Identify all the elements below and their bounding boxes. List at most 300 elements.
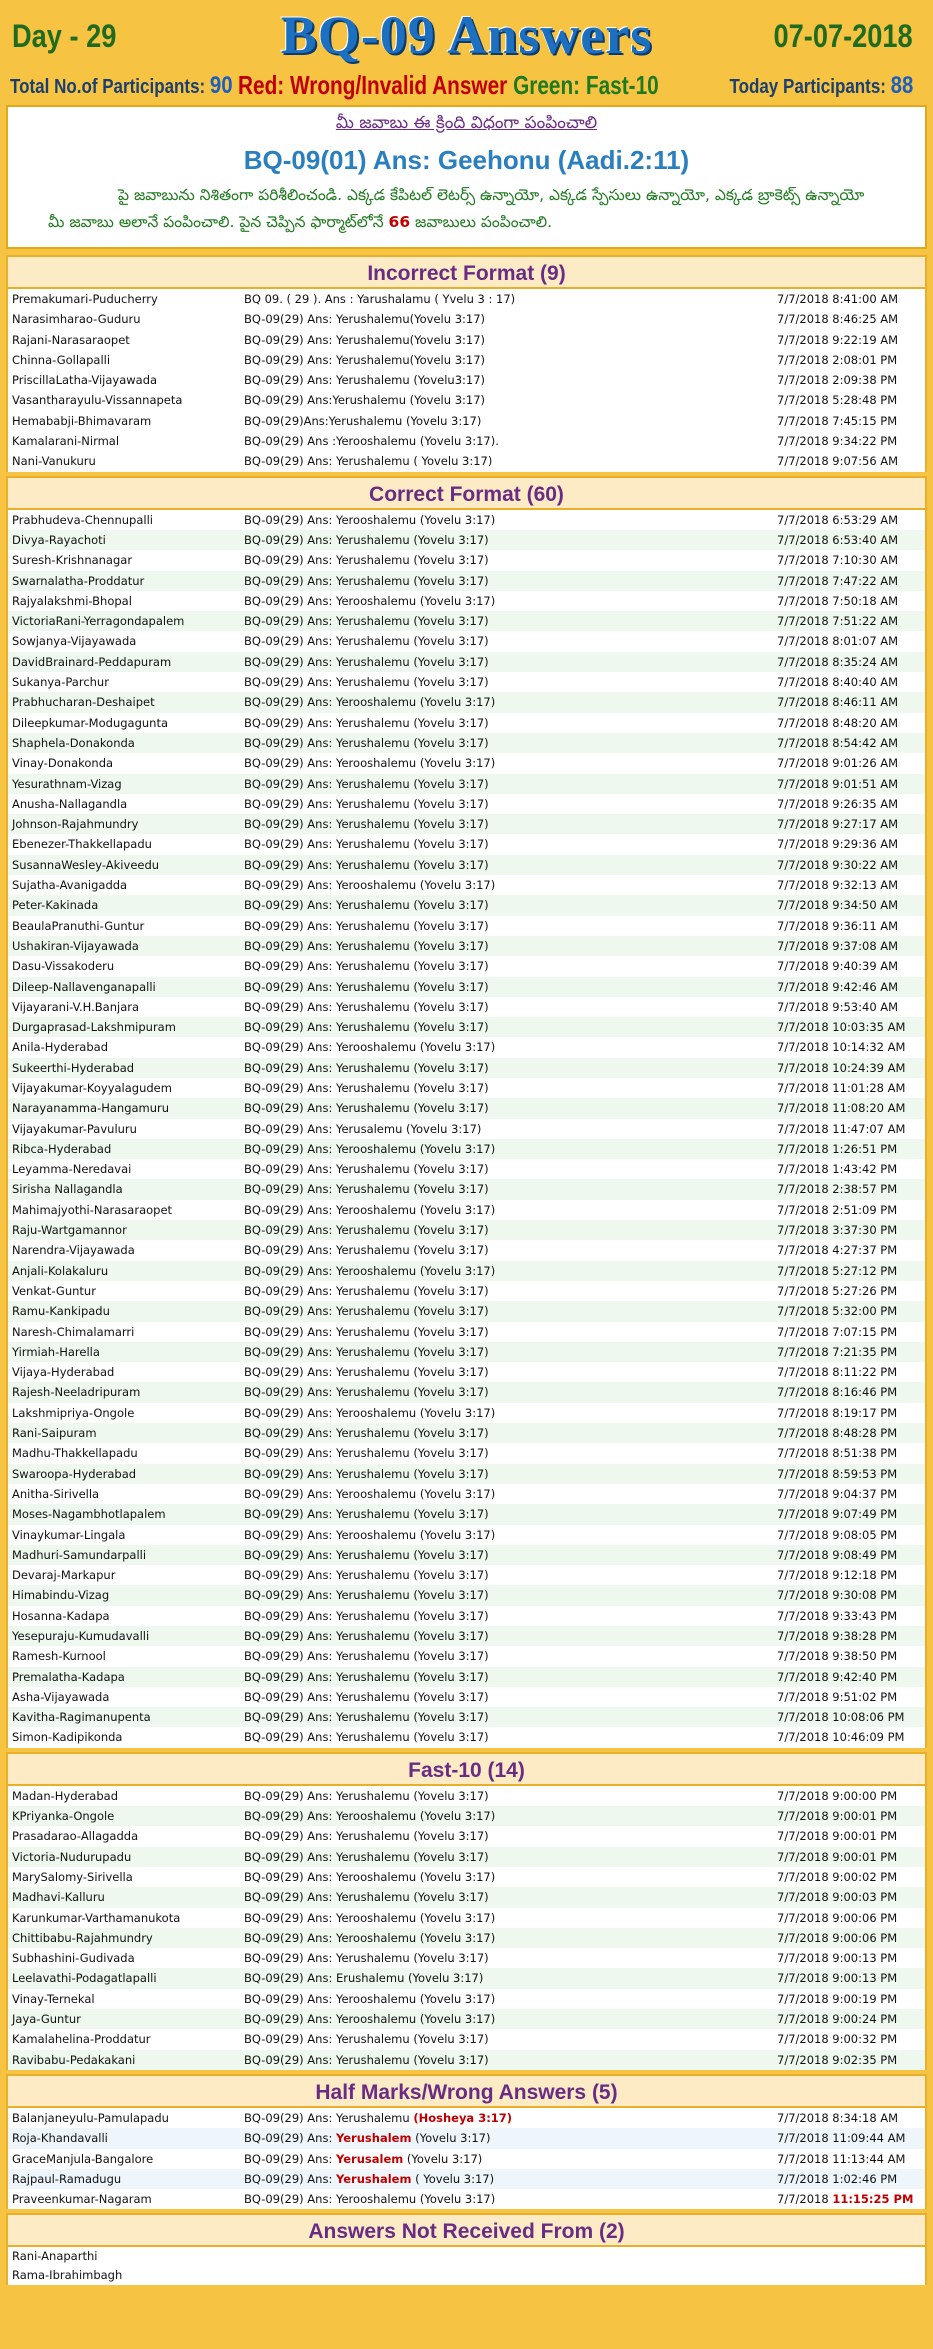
section-title-incorrect: Incorrect Format (9) [6, 255, 927, 289]
participant-name: Kamalarani-Nirmal [12, 434, 120, 449]
submission-time: 7/7/2018 7:21:35 PM [777, 1344, 898, 1359]
participant-name: Madhavi-Kalluru [12, 1890, 105, 1905]
participant-answer: BQ-09(29) Ans: Yerushalemu (Yovelu 3:17) [244, 1020, 489, 1035]
submission-time: 7/7/2018 9:53:40 AM [777, 999, 899, 1014]
submission-time: 7/7/2018 2:08:01 PM [777, 352, 898, 367]
time-text: 7/7/2018 11:09:44 AM [777, 2131, 906, 2146]
answer-wrong-part: Yerushalem [335, 2171, 412, 2186]
participant-name: Sirisha Nallagandla [12, 1182, 123, 1197]
table-row [8, 977, 925, 997]
participant-name: Premalatha-Kadapa [12, 1669, 125, 1684]
table-row [8, 451, 925, 471]
participant-name: Madhuri-Samundarpalli [12, 1547, 147, 1562]
submission-time: 7/7/2018 8:48:20 AM [777, 715, 899, 730]
table-row [8, 1058, 925, 1078]
submission-time: 7/7/2018 9:40:39 AM [777, 959, 899, 974]
submission-time: 7/7/2018 9:00:06 PM [777, 1930, 898, 1945]
submission-time: 7/7/2018 9:22:19 AM [777, 332, 899, 347]
table-row [8, 1403, 925, 1423]
table-row [8, 692, 925, 712]
participant-name: Simon-Kadipikonda [12, 1730, 123, 1745]
table-row [8, 2247, 925, 2266]
participant-name: Narasimharao-Guduru [12, 312, 141, 327]
participant-answer [244, 2149, 482, 2169]
table-row [8, 1159, 925, 1179]
submission-time: 7/7/2018 7:51:22 AM [777, 614, 899, 629]
answer-text: BQ-09(29) Ans: [244, 2151, 336, 2166]
participant-answer: BQ-09(29) Ans: Yerooshalemu (Yovelu 3:17) [244, 878, 496, 893]
answer-wrong-part: (Hosheya 3:17) [413, 2110, 513, 2125]
participant-name: Prasadarao-Allagadda [12, 1829, 139, 1844]
participant-answer: BQ-09(29) Ans: Yerushalemu (Yovelu 3:17) [244, 1547, 489, 1562]
instruction-text: మీ జవాబు ఈ క్రింది విధంగా పంపించాలి [335, 113, 598, 133]
participant-name: Divya-Rayachoti [12, 532, 106, 547]
participant-answer: BQ-09(29) Ans: Yerushalemu (Yovelu 3:17) [244, 573, 489, 588]
table-row [8, 2189, 925, 2209]
submission-time [777, 2108, 898, 2128]
submission-time: 7/7/2018 9:29:36 AM [777, 837, 899, 852]
submission-time: 7/7/2018 9:04:37 PM [777, 1486, 898, 1501]
participant-name: Narendra-Vijayawada [12, 1243, 135, 1258]
participant-name: SusannaWesley-Akiveedu [12, 857, 160, 872]
section-title-half: Half Marks/Wrong Answers (5) [6, 2074, 927, 2108]
table-row [8, 350, 925, 370]
participant-answer: BQ-09(29) Ans: Yerushalemu (Yovelu 3:17) [244, 1689, 489, 1704]
participant-name: Kavitha-Ragimanupenta [12, 1710, 151, 1725]
participant-answer: BQ-09(29) Ans: Yerushalemu (Yovelu 3:17) [244, 857, 489, 872]
submission-time: 7/7/2018 8:46:11 AM [777, 695, 899, 710]
table-row [8, 1342, 925, 1362]
table-row [8, 330, 925, 350]
participant-answer: BQ-09(29) Ans: Yerushalemu (Yovelu 3:17) [244, 715, 489, 730]
participant-answer: BQ-09(29) Ans: Yerushalemu (Yovelu 3:17) [244, 898, 489, 913]
table-row [8, 794, 925, 814]
participant-name: Subhashini-Gudivada [12, 1951, 135, 1966]
participant-answer: BQ-09(29) Ans: Yerushalemu (Yovelu 3:17) [244, 735, 489, 750]
legend-red: Red: Wrong/Invalid Answer [238, 70, 508, 100]
section-title-correct: Correct Format (60) [6, 476, 927, 510]
participant-name: Dasu-Vissakoderu [12, 959, 115, 974]
participant-answer: BQ-09(29) Ans: Yerushalemu (Yovelu 3:17) [244, 1080, 489, 1095]
participant-answer: BQ-09(29) Ans: Yerushalemu (Yovelu 3:17) [244, 1243, 489, 1258]
participant-name: Raju-Wartgamannor [12, 1223, 127, 1238]
table-row [8, 1806, 925, 1826]
table-row [8, 1626, 925, 1646]
today-participants [729, 72, 913, 100]
answer-wrong-part: Yerusalem [335, 2151, 404, 2166]
submission-time: 7/7/2018 9:34:22 PM [777, 434, 898, 449]
incorrect-list [6, 289, 927, 472]
table-row [8, 997, 925, 1017]
submission-time: 7/7/2018 6:53:29 AM [777, 512, 899, 527]
submission-time: 7/7/2018 9:12:18 PM [777, 1568, 898, 1583]
submission-time: 7/7/2018 9:42:46 AM [777, 979, 899, 994]
table-row [8, 1078, 925, 1098]
participant-name: Sukeerthi-Hyderabad [12, 1060, 135, 1075]
participant-answer: BQ-09(29) Ans: Yerushalemu (Yovelu 3:17) [244, 675, 489, 690]
participant-answer: BQ-09(29) Ans: Yerushalemu (Yovelu 3:17) [244, 1344, 489, 1359]
participant-answer: BQ-09(29) Ans: Yerooshalemu (Yovelu 3:17) [244, 1527, 496, 1542]
submission-time: 7/7/2018 5:32:00 PM [777, 1304, 898, 1319]
submission-time: 7/7/2018 9:07:49 PM [777, 1507, 898, 1522]
participant-name: Jaya-Guntur [12, 2012, 81, 2027]
submission-time: 7/7/2018 8:19:17 PM [777, 1405, 898, 1420]
participant-answer: BQ-09(29) Ans: Yerushalemu (Yovelu3:17) [244, 373, 486, 388]
submission-time: 7/7/2018 2:38:57 PM [777, 1182, 898, 1197]
participant-name: Narayanamma-Hangamuru [12, 1101, 170, 1116]
participant-name: Ushakiran-Vijayawada [12, 938, 139, 953]
table-row [8, 834, 925, 854]
participant-name: Durgaprasad-Lakshmipuram [12, 1020, 176, 1035]
participant-name: Vinaykumar-Lingala [12, 1527, 126, 1542]
participant-answer: BQ-09(29) Ans: Yerushalemu (Yovelu 3:17) [244, 1162, 489, 1177]
participant-name: GraceManjula-Bangalore [12, 2151, 154, 2166]
participant-name: DavidBrainard-Peddapuram [12, 654, 172, 669]
participant-answer: BQ-09(29) Ans: Yerushalemu (Yovelu 3:17) [244, 1446, 489, 1461]
submission-time: 7/7/2018 5:27:12 PM [777, 1263, 898, 1278]
participant-answer: BQ-09(29) Ans: Yerushalemu (Yovelu 3:17) [244, 1588, 489, 1603]
participant-name: Premakumari-Puducherry [12, 292, 158, 306]
table-row [8, 1200, 925, 1220]
table-row [8, 814, 925, 834]
table-row [8, 1525, 925, 1545]
participant-answer: BQ-09(29) Ans: Yerushalemu (Yovelu 3:17) [244, 1649, 489, 1664]
submission-time: 7/7/2018 7:50:18 AM [777, 593, 899, 608]
participant-name: PriscillaLatha-Vijayawada [12, 373, 158, 388]
submission-time: 7/7/2018 3:37:30 PM [777, 1223, 898, 1238]
submission-time: 7/7/2018 7:10:30 AM [777, 553, 899, 568]
table-row [8, 1707, 925, 1727]
table-row [8, 1948, 925, 1968]
participant-name: Vijaya-Hyderabad [12, 1365, 115, 1380]
participant-answer [244, 2169, 494, 2189]
legend-green: Green: Fast-10 [513, 70, 659, 100]
participant-name: Vinay-Donakonda [12, 756, 114, 771]
submission-time: 7/7/2018 6:53:40 AM [777, 532, 899, 547]
participant-answer: BQ-09(29) Ans: Yerushalemu (Yovelu 3:17) [244, 1060, 489, 1075]
submission-time: 7/7/2018 7:07:15 PM [777, 1324, 898, 1339]
table-row [8, 916, 925, 936]
participant-name: Leelavathi-Podagatlapalli [12, 1971, 157, 1986]
today-participants-label: Today Participants: [729, 76, 891, 98]
participant-answer: BQ-09(29) Ans: Yerooshalemu (Yovelu 3:17) [244, 756, 496, 771]
participant-name: Roja-Khandavalli [12, 2131, 108, 2146]
participant-answer [244, 2108, 512, 2128]
total-participants [10, 72, 233, 100]
table-row [8, 1382, 925, 1402]
participant-name: KPriyanka-Ongole [12, 1809, 115, 1824]
table-row [8, 1301, 925, 1321]
participant-name: Moses-Nagambhotlapalem [12, 1507, 166, 1522]
participant-name: Yesurathnam-Vizag [12, 776, 122, 791]
participant-answer: BQ-09(29) Ans: Yerushalemu (Yovelu 3:17) [244, 1608, 489, 1623]
table-row [8, 2128, 925, 2148]
table-row [8, 1179, 925, 1199]
participant-name: Vasantharayulu-Vissannapeta [12, 393, 183, 408]
submission-time: 7/7/2018 8:51:38 PM [777, 1446, 898, 1461]
section-title-not-received: Answers Not Received From (2) [6, 2213, 927, 2247]
participant-answer: BQ-09(29)Ans:Yerushalemu (Yovelu 3:17) [244, 413, 482, 428]
time-text: 7/7/2018 1:02:46 PM [777, 2171, 898, 2186]
table-row [8, 1017, 925, 1037]
table-row [8, 1786, 925, 1806]
table-row [8, 1362, 925, 1382]
half-marks-list [6, 2108, 927, 2209]
submission-time: 7/7/2018 9:02:35 PM [777, 2052, 898, 2067]
table-row [8, 550, 925, 570]
participant-answer: BQ-09(29) Ans: Yerushalemu (Yovelu 3:17) [244, 2032, 489, 2047]
participant-answer: BQ-09(29) Ans: Yerushalemu (Yovelu 3:17) [244, 1730, 489, 1745]
participant-name: Prabhudeva-Chennupalli [12, 512, 153, 527]
submission-time: 7/7/2018 4:27:37 PM [777, 1243, 898, 1258]
today-participants-value: 88 [890, 72, 913, 99]
table-row [8, 1646, 925, 1666]
submission-time: 7/7/2018 11:08:20 AM [777, 1101, 906, 1116]
table-row [8, 1139, 925, 1159]
table-row [8, 956, 925, 976]
participant-answer: BQ-09(29) Ans: Yerushalemu (Yovelu 3:17) [244, 1849, 489, 1864]
participant-name: Anusha-Nallagandla [12, 796, 128, 811]
answer-text: ( Yovelu 3:17) [411, 2171, 495, 2186]
table-row [8, 1504, 925, 1524]
submission-time: 7/7/2018 9:01:51 AM [777, 776, 899, 791]
fast10-list [6, 1786, 927, 2070]
table-row [8, 733, 925, 753]
submission-time: 7/7/2018 5:27:26 PM [777, 1283, 898, 1298]
submission-time: 7/7/2018 8:11:22 PM [777, 1365, 898, 1380]
table-row [8, 1826, 925, 1846]
table-row [8, 713, 925, 733]
table-row [8, 411, 925, 431]
participant-name: Karunkumar-Varthamanukota [12, 1910, 181, 1925]
participant-answer: BQ-09(29) Ans: Yerushalemu (Yovelu 3:17) [244, 918, 489, 933]
participant-name: Swaroopa-Hyderabad [12, 1466, 137, 1481]
time-late-part: 11:15:25 PM [832, 2192, 914, 2207]
table-row [8, 753, 925, 773]
participant-answer: BQ-09(29) Ans: Yerushalemu (Yovelu 3:17) [244, 1182, 489, 1197]
submission-time: 7/7/2018 9:01:26 AM [777, 756, 899, 771]
participant-name: Hosanna-Kadapa [12, 1608, 110, 1623]
participant-answer: BQ-09(29) Ans: Yerushalemu (Yovelu 3:17) [244, 1951, 489, 1966]
table-row [8, 2029, 925, 2049]
submission-time: 7/7/2018 9:00:24 PM [777, 2012, 898, 2027]
participant-name: Peter-Kakinada [12, 898, 99, 913]
participant-answer: BQ-09(29) Ans: Yerushalemu (Yovelu 3:17) [244, 553, 489, 568]
participant-name: Anila-Hyderabad [12, 1040, 108, 1055]
table-row [8, 1585, 925, 1605]
participant-name: Yesepuraju-Kumudavalli [12, 1629, 150, 1643]
participant-name: BeaulaPranuthi-Guntur [12, 918, 145, 933]
answer-text: BQ-09(29) Ans: Yerooshalemu (Yovelu 3:17) [244, 2192, 496, 2207]
submission-time [777, 2189, 913, 2209]
table-row [8, 875, 925, 895]
participant-name: Nani-Vanukuru [12, 454, 96, 469]
submission-time: 7/7/2018 9:27:17 AM [777, 817, 899, 832]
participant-answer: BQ-09(29) Ans: Yerushalemu (Yovelu 3:17) [244, 1283, 489, 1298]
submission-time: 7/7/2018 8:48:28 PM [777, 1426, 898, 1441]
table-row [8, 1606, 925, 1626]
table-row [8, 289, 925, 309]
section-title-fast10: Fast-10 (14) [6, 1752, 927, 1786]
submission-time: 7/7/2018 9:33:43 PM [777, 1608, 898, 1623]
submission-time: 7/7/2018 2:09:38 PM [777, 373, 898, 388]
participant-name: Suresh-Krishnanagar [12, 553, 133, 568]
submission-time: 7/7/2018 8:01:07 AM [777, 634, 899, 649]
participant-name: Victoria-Nudurupadu [12, 1849, 132, 1864]
participant-answer: BQ-09(29) Ans: Yerushalemu ( Yovelu 3:17) [244, 454, 493, 469]
submission-time: 7/7/2018 9:36:11 AM [777, 918, 899, 933]
table-row [8, 1687, 925, 1707]
participant-answer: BQ-09(29) Ans: Yerushalemu (Yovelu 3:17) [244, 776, 489, 791]
page-title: BQ-09 Answers [280, 5, 653, 65]
participant-name: Rani-Anaparthi [12, 2249, 98, 2264]
table-row [8, 1727, 925, 1747]
submission-time: 7/7/2018 9:30:22 AM [777, 857, 899, 872]
participant-answer: BQ-09(29) Ans: Yerushalemu (Yovelu 3:17) [244, 1426, 489, 1441]
table-row [8, 1464, 925, 1484]
answer-text: BQ-09(29) Ans: [244, 2171, 336, 2186]
table-row [8, 855, 925, 875]
participant-name: Ramu-Kankipadu [12, 1304, 110, 1319]
submission-time: 7/7/2018 9:32:13 AM [777, 878, 899, 893]
format-note-text-1: పై జవాబును నిశితంగా పరిశీలించండి. ఎక్కడ కేపిటల్ లెటర్స్ ఉన్నాయో, ఎక్కడ స్పేసులు ఉన్నాయో, ఎక్కడ బ్రాకెట్స్ ఉన్నాయో మీ జవాబు అలానే పంపించాలి. పైన చెప్పిన ఫార్మాట్‌లోనే [48, 186, 865, 231]
participant-name: Madan-Hyderabad [12, 1788, 119, 1803]
participant-answer: BQ-09(29) Ans: Yerusalemu (Yovelu 3:17) [244, 1121, 482, 1136]
submission-time: 7/7/2018 8:54:42 AM [777, 735, 899, 750]
participant-name: Ramesh-Kurnool [12, 1649, 106, 1664]
table-row [8, 1565, 925, 1585]
participant-name: Ravibabu-Pedakakani [12, 2052, 136, 2067]
table-row [8, 1867, 925, 1887]
participant-name: Rajpaul-Ramadugu [12, 2171, 122, 2186]
submission-time: 7/7/2018 9:38:50 PM [777, 1649, 898, 1664]
participant-answer: BQ-09(29) Ans: Yerushalemu (Yovelu 3:17) [244, 2052, 489, 2067]
table-row [8, 571, 925, 591]
submission-time: 7/7/2018 9:26:35 AM [777, 796, 899, 811]
submission-time: 7/7/2018 8:16:46 PM [777, 1385, 898, 1400]
submission-time: 7/7/2018 2:51:09 PM [777, 1202, 898, 1217]
participant-name: Anitha-Sirivella [12, 1486, 100, 1501]
participant-answer: BQ-09(29) Ans: Yerushalemu (Yovelu 3:17) [244, 1568, 489, 1583]
participant-answer: BQ-09(29) Ans: Yerooshalemu (Yovelu 3:17) [244, 593, 496, 608]
time-text: 7/7/2018 8:34:18 AM [777, 2110, 899, 2125]
table-row [8, 774, 925, 794]
table-row [8, 1119, 925, 1139]
answer-text: BQ-09(29) Ans: Yerushalemu [244, 2110, 414, 2125]
table-row [8, 1545, 925, 1565]
participant-name: Naresh-Chimalamarri [12, 1324, 135, 1339]
table-row [8, 2050, 925, 2070]
table-row [8, 1281, 925, 1301]
table-row [8, 510, 925, 530]
participant-answer: BQ-09(29) Ans: Yerooshalemu (Yovelu 3:17) [244, 512, 496, 527]
header-info-row [6, 70, 927, 100]
participant-answer: BQ-09(29) Ans: Yerushalemu (Yovelu 3:17) [244, 1324, 489, 1339]
participant-answer: BQ 09. ( 29 ). Ans : Yarushalamu ( Yvelu 3 : 17) [244, 292, 516, 306]
participant-name: Chittibabu-Rajahmundry [12, 1930, 153, 1945]
submission-time: 7/7/2018 10:03:35 AM [777, 1020, 906, 1035]
participant-name: Rajani-Narasaraopet [12, 332, 130, 347]
submission-time: 7/7/2018 9:00:32 PM [777, 2032, 898, 2047]
format-note-text-2: జవాబులు పంపించాలి. [410, 213, 553, 231]
table-row [8, 2169, 925, 2189]
participant-name: Swarnalatha-Proddatur [12, 573, 145, 588]
participant-answer: BQ-09(29) Ans: Yerushalemu(Yovelu 3:17) [244, 352, 486, 367]
table-row [8, 1908, 925, 1928]
submission-time: 7/7/2018 9:34:50 AM [777, 898, 899, 913]
participant-answer: BQ-09(29) Ans:Yerushalemu (Yovelu 3:17) [244, 393, 486, 408]
participant-answer: BQ-09(29) Ans: Yerooshalemu (Yovelu 3:17) [244, 1991, 496, 2006]
participant-answer: BQ-09(29) Ans: Yerushalemu (Yovelu 3:17) [244, 654, 489, 669]
submission-time: 7/7/2018 9:37:08 AM [777, 938, 899, 953]
submission-time: 7/7/2018 9:00:13 PM [777, 1971, 898, 1986]
submission-time: 7/7/2018 8:40:40 AM [777, 675, 899, 690]
submission-time: 7/7/2018 8:35:24 AM [777, 654, 899, 669]
participant-name: Sujatha-Avanigadda [12, 878, 128, 893]
participant-name: Vijayarani-V.H.Banjara [12, 999, 140, 1014]
participant-answer: BQ-09(29) Ans: Yerooshalemu (Yovelu 3:17) [244, 1809, 496, 1824]
participant-name: Rani-Saipuram [12, 1426, 97, 1441]
participant-answer: BQ-09(29) Ans: Yerushalemu (Yovelu 3:17) [244, 1101, 489, 1116]
participant-name: Vijayakumar-Pavuluru [12, 1121, 137, 1136]
participant-answer [244, 2128, 490, 2148]
submission-time: 7/7/2018 10:08:06 PM [777, 1710, 905, 1725]
submission-time: 7/7/2018 9:00:02 PM [777, 1869, 898, 1884]
participant-answer: BQ-09(29) Ans: Yerushalemu (Yovelu 3:17) [244, 999, 489, 1014]
table-row [8, 1443, 925, 1463]
submission-time: 7/7/2018 10:24:39 AM [777, 1060, 906, 1075]
table-row [8, 1423, 925, 1443]
answer-box [6, 105, 927, 249]
correct-list [6, 510, 927, 1748]
participant-name: Hemababji-Bhimavaram [12, 413, 152, 428]
table-row [8, 1989, 925, 2009]
time-text: 7/7/2018 11:13:44 AM [777, 2151, 906, 2166]
correct-answer: BQ-09(01) Ans: Geehonu (Aadi.2:11) [243, 145, 690, 175]
participant-name: Sowjanya-Vijayawada [12, 634, 137, 649]
participant-answer: BQ-09(29) Ans: Yerushalemu (Yovelu 3:17) [244, 1829, 489, 1844]
table-row [8, 936, 925, 956]
submission-time: 7/7/2018 10:46:09 PM [777, 1730, 905, 1745]
total-participants-value: 90 [209, 72, 233, 99]
submission-time [777, 2149, 905, 2169]
submission-time: 7/7/2018 9:00:00 PM [777, 1788, 898, 1803]
table-row [8, 2266, 925, 2285]
participant-name: Lakshmipriya-Ongole [12, 1405, 135, 1420]
table-row [8, 2009, 925, 2029]
submission-time: 7/7/2018 1:43:42 PM [777, 1162, 898, 1177]
legend [238, 70, 659, 101]
participant-answer: BQ-09(29) Ans: Yerushalemu (Yovelu 3:17) [244, 1507, 489, 1522]
submission-time: 7/7/2018 9:00:13 PM [777, 1951, 898, 1966]
participant-answer: BQ-09(29) Ans: Yerushalemu (Yovelu 3:17) [244, 1788, 489, 1803]
submission-time: 7/7/2018 11:01:28 AM [777, 1080, 906, 1095]
participant-name: Leyamma-Neredavai [12, 1162, 132, 1177]
table-row [8, 1220, 925, 1240]
submission-time: 7/7/2018 9:00:06 PM [777, 1910, 898, 1925]
submission-time: 7/7/2018 8:41:00 AM [777, 292, 899, 306]
submission-time: 7/7/2018 9:38:28 PM [777, 1629, 898, 1643]
submission-time: 7/7/2018 9:00:03 PM [777, 1890, 898, 1905]
submission-time: 7/7/2018 9:00:19 PM [777, 1991, 898, 2006]
table-row [8, 2108, 925, 2128]
table-row [8, 591, 925, 611]
table-row [8, 631, 925, 651]
time-text: 7/7/2018 [777, 2192, 833, 2207]
participant-name: Devaraj-Markapur [12, 1568, 116, 1583]
participant-name: Shaphela-Donakonda [12, 735, 135, 750]
participant-name: Madhu-Thakkellapadu [12, 1446, 138, 1461]
